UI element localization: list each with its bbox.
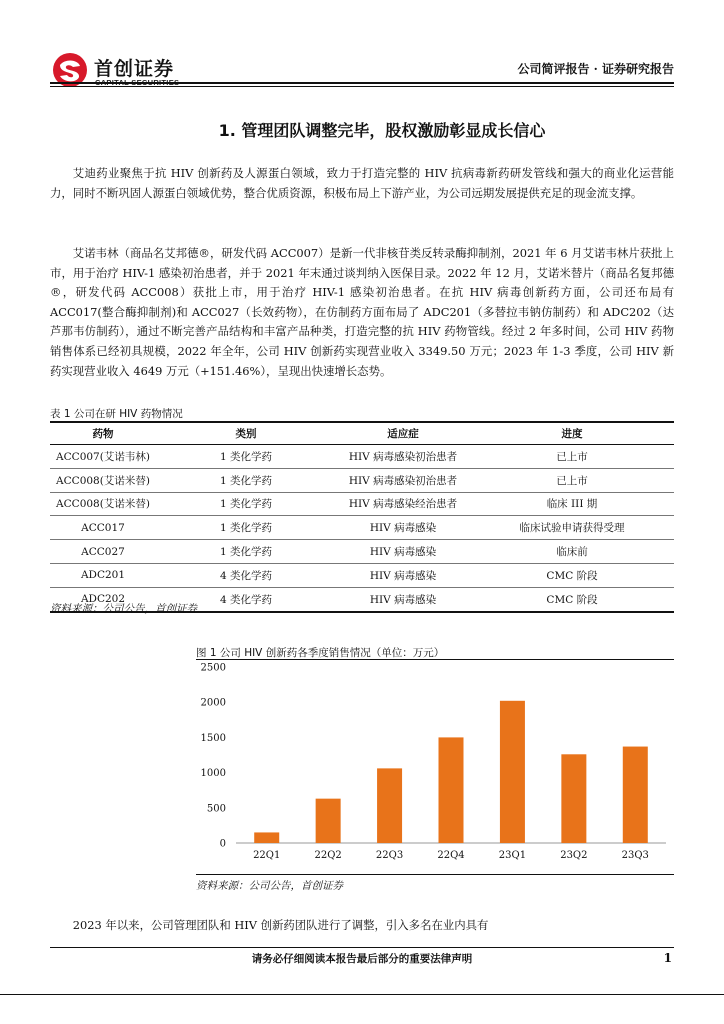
bar-23Q1 (500, 701, 525, 843)
page-edge-line (0, 994, 724, 995)
table-cell-progress: CMC 阶段 (470, 563, 674, 587)
table-cell-drug: ACC027 (50, 540, 156, 564)
table-cell-drug: ACC017 (50, 516, 156, 540)
x-tick-label: 22Q3 (375, 850, 404, 861)
y-tick-label: 0 (219, 838, 226, 850)
table-cell-drug: ACC007(艾诺韦林) (50, 445, 156, 469)
header-rule-thin (50, 86, 674, 87)
table-cell-category: 1 类化学药 (156, 492, 336, 516)
bar-22Q3 (377, 768, 402, 843)
table-row (50, 445, 674, 469)
footer-disclaimer: 请务必仔细阅读本报告最后部分的重要法律声明 (251, 953, 473, 965)
table-cell-indication: HIV 病毒感染 (336, 563, 470, 587)
x-tick-label: 22Q1 (253, 850, 281, 861)
table-cell-indication: HIV 病毒感染经治患者 (336, 492, 470, 516)
table-cell-drug: ADC202 (50, 587, 156, 611)
x-tick-label: 22Q2 (314, 850, 342, 861)
x-tick-label: 23Q1 (498, 850, 527, 861)
table-header-drug: 药物 (50, 423, 156, 445)
table-cell-drug: ADC201 (50, 563, 156, 587)
body-paragraph-1: 艾迪药业聚焦于抗 HIV 创新药及人源蛋白领域，致力于打造完整的 HIV 抗病毒新药研发管线和强大的商业化运营能力，同时不断巩固人源蛋白领域优势，整合优质资源，积极布局上下游产业，为公司远期发展提供充足的现金流支撑。 (50, 166, 674, 200)
table-cell-category: 1 类化学药 (156, 445, 336, 469)
table-row (50, 563, 674, 587)
table-cell-indication: HIV 病毒感染初治患者 (336, 445, 470, 469)
table-source-note: 资料来源：公司公告，首创证券 (50, 603, 197, 615)
y-tick-label: 2000 (200, 697, 226, 709)
header-rule (50, 82, 674, 84)
table-cell-progress: 已上市 (470, 445, 674, 469)
table-cell-category: 1 类化学药 (156, 540, 336, 564)
x-tick-label: 23Q2 (560, 850, 588, 861)
table-cell-progress: 临床前 (470, 540, 674, 564)
table-cell-indication: HIV 病毒感染初治患者 (336, 468, 470, 492)
page-number: 1 (663, 951, 672, 965)
chart-source-note: 资料来源：公司公告，首创证券 (196, 880, 343, 892)
table-cell-category: 1 类化学药 (156, 516, 336, 540)
table-row (50, 516, 674, 540)
table-row (50, 492, 674, 516)
table-cell-drug: ACC008(艾诺米替) (50, 468, 156, 492)
table-cell-progress: 临床 III 期 (470, 492, 674, 516)
brand-name: 首创证券 (94, 58, 175, 80)
bar-23Q2 (561, 754, 586, 843)
quarterly-sales-chart (196, 660, 674, 870)
table-header-progress: 进度 (470, 423, 674, 445)
body-paragraph-2: 艾诺韦林（商品名艾邦德®，研发代码 ACC007）是新一代非核苷类反转录酶抑制剂，2021 年 6 月艾诺韦林片获批上市，用于治疗 HIV-1 感染初治患者，并于 2021 年末通过谈判纳入医保目录。2022 年 12 月，艾诺米替片（商品名复邦德®，研发代码 ACC008）获批上市，用于治疗 HIV-1 感染初治患者。在抗 HIV 病毒创新药方面，公司还布局有 ACC017(整合酶抑制剂)和 ACC027（长效药物），在仿制药方面布局了 ADC201（多替拉韦钠仿制药）和 ADC202（达芦那韦仿制药），通过不断完善产品结构和丰富产品种类，打造完整的抗 HIV 药物管线。经过 2 年多时间，公司 HIV 药物销售体系已经初具规模，2022 年全年，公司 HIV 创新药实现营业收入 3349.50 万元；2023 年 1-3 季度，公司 HIV 新药实现营业收入 4649 万元（+151.46%），呈现出快速增长态势。 (50, 246, 674, 378)
x-tick-label: 23Q3 (621, 850, 649, 861)
table-header-category: 类别 (156, 423, 336, 445)
table-cell-category: 4 类化学药 (156, 587, 336, 611)
table-cell-indication: HIV 病毒感染 (336, 516, 470, 540)
table-cell-progress: 已上市 (470, 468, 674, 492)
footer-rule (50, 947, 674, 948)
chart-bottom-rule (196, 874, 674, 875)
table-cell-progress: 临床试验申请获得受理 (470, 516, 674, 540)
table-row (50, 468, 674, 492)
y-tick-label: 2500 (200, 662, 226, 674)
bar-22Q4 (439, 737, 464, 843)
table-header-row (50, 423, 674, 445)
bar-23Q3 (623, 747, 648, 843)
section-title: 1. 管理团队调整完毕，股权激励彰显成长信心 (218, 121, 546, 140)
table-header-indication: 适应症 (336, 423, 470, 445)
report-type-label: 公司简评报告 · 证券研究报告 (517, 62, 674, 76)
chart-title: 图 1 公司 HIV 创新药各季度销售情况（单位：万元） (196, 647, 445, 659)
table-cell-category: 4 类化学药 (156, 563, 336, 587)
table-caption: 表 1 公司在研 HIV 药物情况 (50, 408, 183, 420)
table-cell-indication: HIV 病毒感染 (336, 587, 470, 611)
drug-pipeline-table (50, 423, 674, 613)
x-tick-label: 22Q4 (437, 850, 465, 861)
table-cell-drug: ACC008(艾诺米替) (50, 492, 156, 516)
table-row (50, 540, 674, 564)
table-cell-indication: HIV 病毒感染 (336, 540, 470, 564)
body-paragraph-3: 2023 年以来，公司管理团队和 HIV 创新药团队进行了调整，引入多名在业内具有 (72, 918, 489, 932)
bar-22Q2 (316, 799, 341, 843)
y-tick-label: 500 (206, 803, 226, 815)
bar-22Q1 (254, 832, 279, 843)
table-cell-progress: CMC 阶段 (470, 587, 674, 611)
table-cell-category: 1 类化学药 (156, 468, 336, 492)
y-tick-label: 1000 (200, 768, 226, 780)
y-tick-label: 1500 (200, 732, 226, 744)
